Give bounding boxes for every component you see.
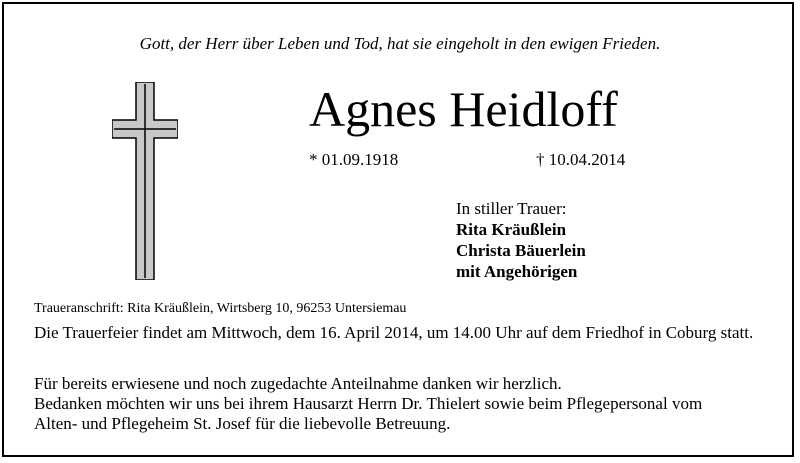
motto: Gott, der Herr über Leben und Tod, hat sie eingeholt in den ewigen Frieden. bbox=[139, 34, 661, 53]
mourning-address: Traueranschrift: Rita Kräußlein, Wirtsberg 10, 96253 Untersiemau bbox=[34, 301, 407, 316]
deceased-name: Agnes Heidloff bbox=[309, 81, 618, 137]
birth-date: * 01.09.1918 bbox=[309, 150, 399, 169]
thanks-line: Bedanken möchten wir uns bei ihrem Hausarzt Herrn Dr. Thielert sowie beim Pflegepersonal vom bbox=[34, 394, 703, 413]
cross-icon bbox=[112, 82, 178, 280]
thanks-line: Alten- und Pflegeheim St. Josef für die liebevolle Betreuung. bbox=[34, 414, 451, 433]
mourning-block bbox=[456, 198, 586, 282]
thanks-line: Für bereits erwiesene und noch zugedachte Anteilnahme danken wir herzlich. bbox=[34, 374, 562, 393]
mourning-intro: In stiller Trauer: bbox=[456, 199, 567, 218]
mourner-name: Christa Bäuerlein bbox=[456, 241, 586, 260]
mourner-relatives: mit Angehörigen bbox=[456, 262, 578, 281]
thanks-block bbox=[34, 374, 774, 434]
ceremony-info: Die Trauerfeier findet am Mittwoch, dem 16. April 2014, um 14.00 Uhr auf dem Friedhof in Coburg statt. bbox=[34, 323, 754, 342]
death-date: † 10.04.2014 bbox=[536, 150, 626, 169]
mourner-name: Rita Kräußlein bbox=[456, 220, 567, 239]
